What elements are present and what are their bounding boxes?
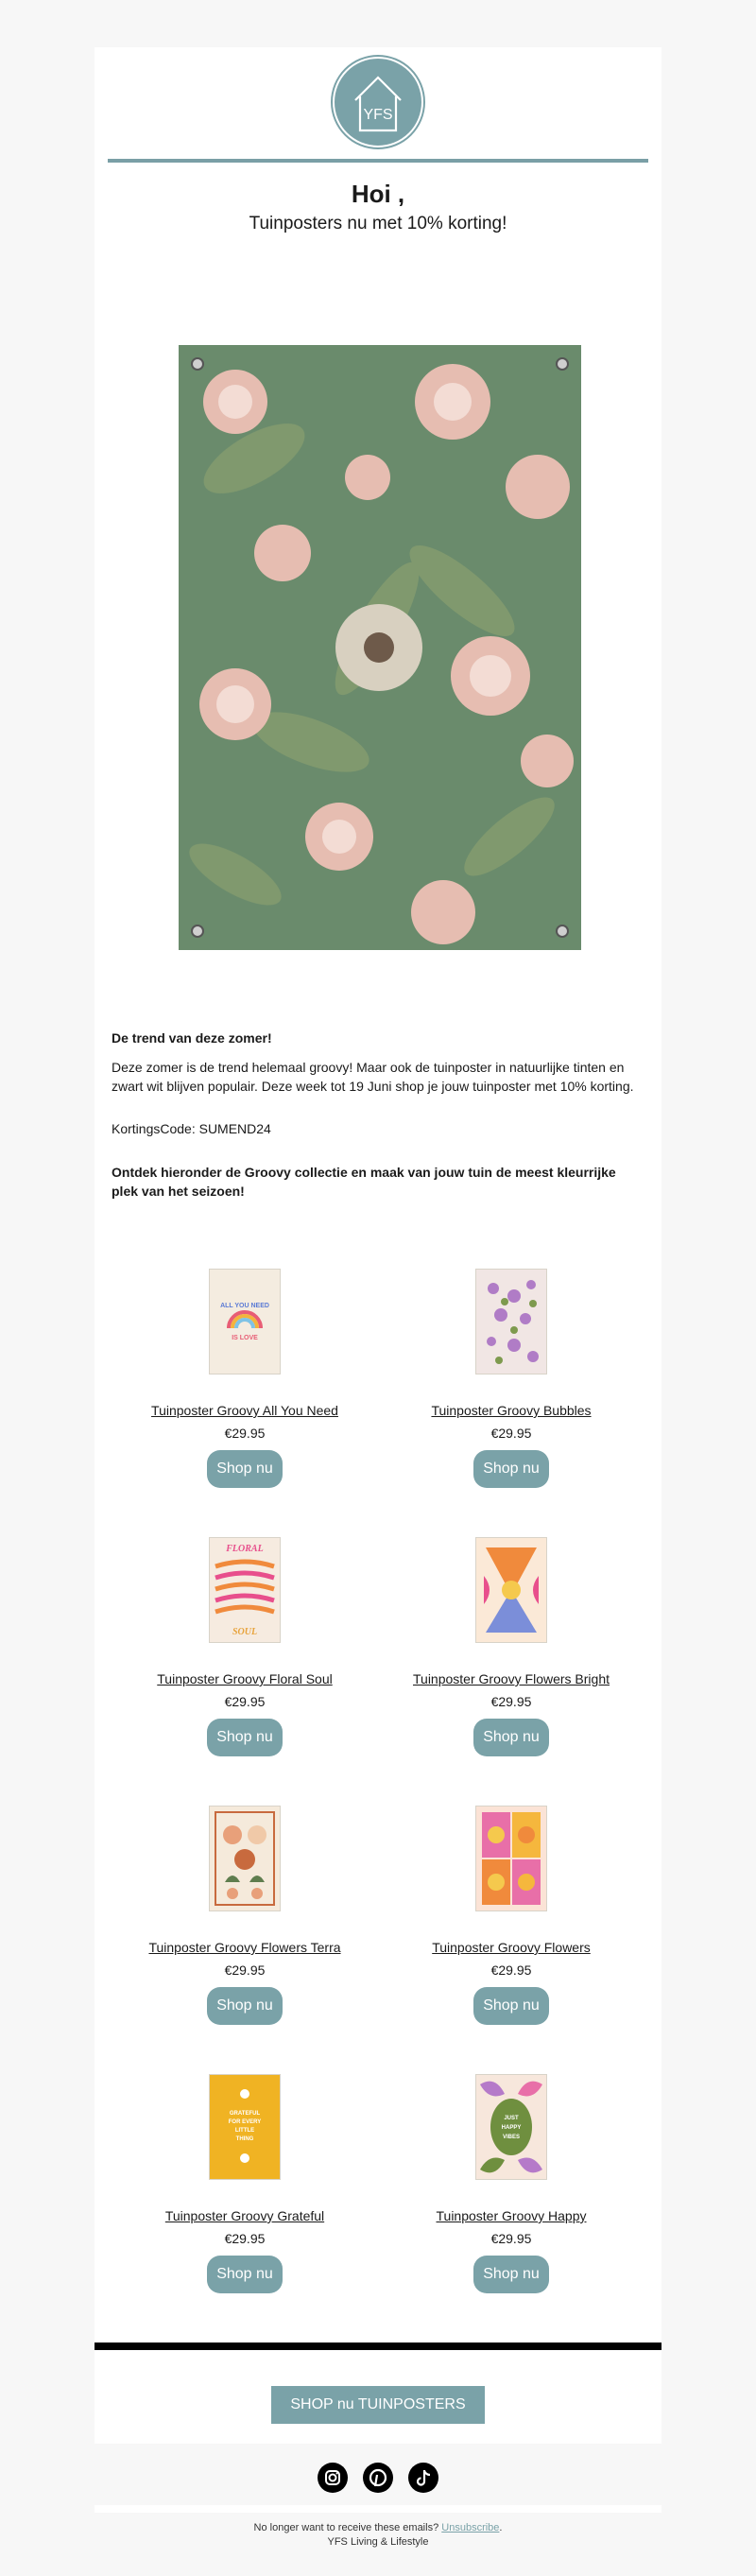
poster-text-line: FLORAL — [226, 1544, 264, 1554]
poster-text-line: JUST — [504, 2116, 519, 2121]
logo-text: YFS — [363, 107, 393, 123]
product-name-link[interactable]: Tuinposter Groovy All You Need — [151, 1403, 338, 1418]
product-name-link[interactable]: Tuinposter Groovy Happy — [436, 2208, 587, 2223]
shop-now-button[interactable]: Shop nu — [473, 2256, 549, 2293]
product-poster-image[interactable] — [209, 1537, 281, 1643]
greeting: Hoi , — [351, 180, 405, 208]
product-name-link[interactable]: Tuinposter Groovy Floral Soul — [157, 1671, 333, 1686]
product-price: €29.95 — [490, 1694, 532, 1709]
company-name: YFS Living & Lifestyle — [327, 2536, 429, 2548]
intro-body: Deze zomer is de trend helemaal groovy! Maar ook de tuinposter in natuurlijke tinten en zwart wit blijven populair. Deze week tot 19 Juni shop je jouw tuinposter met 10% korting. — [112, 1060, 634, 1094]
shop-now-button[interactable]: Shop nu — [207, 1987, 283, 2025]
subtitle: Tuinposters nu met 10% korting! — [249, 214, 507, 233]
product-price: €29.95 — [224, 1694, 266, 1709]
product-price: €29.95 — [490, 1426, 532, 1441]
product-poster-image[interactable] — [475, 1806, 547, 1911]
header-divider — [108, 159, 648, 163]
poster-text-line: SOUL — [232, 1627, 258, 1637]
floral-garden-poster-image — [179, 345, 581, 950]
tiktok-icon[interactable] — [408, 2463, 438, 2493]
poster-text-line: HAPPY — [501, 2125, 522, 2131]
discount-code: KortingsCode: SUMEND24 — [112, 1121, 271, 1136]
unsubscribe-link[interactable]: Unsubscribe — [441, 2522, 500, 2533]
shop-now-button[interactable]: Shop nu — [473, 1450, 549, 1488]
product-poster-image[interactable] — [475, 2074, 547, 2180]
product-name-link[interactable]: Tuinposter Groovy Flowers Bright — [413, 1671, 610, 1686]
product-card — [378, 2074, 644, 2293]
product-name-link[interactable]: Tuinposter Groovy Grateful — [164, 2208, 325, 2223]
product-name-link[interactable]: Tuinposter Groovy Flowers Terra — [148, 1940, 341, 1955]
unsubscribe-prefix: No longer want to receive these emails? — [253, 2522, 439, 2533]
product-card — [378, 1537, 644, 1756]
product-price: €29.95 — [224, 1962, 266, 1978]
product-name-link[interactable]: Tuinposter Groovy Flowers — [432, 1940, 591, 1955]
product-poster-image[interactable] — [475, 1537, 547, 1643]
house-logo-icon — [331, 55, 425, 149]
product-poster-image[interactable] — [209, 2074, 281, 2180]
product-card — [112, 1806, 378, 2025]
product-poster-image[interactable] — [475, 1269, 547, 1374]
shop-tuinposters-button[interactable]: SHOP nu TUINPOSTERS — [271, 2386, 485, 2424]
product-poster-image[interactable] — [209, 1269, 281, 1374]
poster-text-line: FOR EVERY — [228, 2119, 262, 2125]
unsubscribe-line: No longer want to receive these emails? Unsubscribe. — [253, 2522, 503, 2533]
intro-heading: De trend van deze zomer! — [112, 1030, 272, 1046]
pinterest-icon[interactable] — [363, 2463, 393, 2493]
poster-text-line: THING — [235, 2136, 254, 2142]
footer-bar — [94, 2505, 662, 2513]
section-divider — [94, 2343, 662, 2350]
social-links — [318, 2463, 438, 2493]
product-card — [378, 1806, 644, 2025]
product-card — [112, 1269, 378, 1488]
shop-now-button[interactable]: Shop nu — [473, 1719, 549, 1756]
poster-text-line: IS LOVE — [232, 1335, 258, 1341]
shop-now-button[interactable]: Shop nu — [207, 2256, 283, 2293]
instagram-icon[interactable] — [318, 2463, 348, 2493]
shop-now-button[interactable]: Shop nu — [473, 1987, 549, 2025]
poster-text-line: VIBES — [502, 2135, 521, 2140]
product-card — [112, 2074, 378, 2293]
product-name-link[interactable]: Tuinposter Groovy Bubbles — [431, 1403, 592, 1418]
product-price: €29.95 — [490, 2231, 532, 2246]
product-poster-image[interactable] — [209, 1806, 281, 1911]
brand-logo[interactable] — [331, 55, 425, 149]
product-price: €29.95 — [490, 1962, 532, 1978]
hero-image[interactable] — [179, 345, 581, 950]
product-price: €29.95 — [224, 1426, 266, 1441]
product-card — [112, 1537, 378, 1756]
poster-text-line: LITTLE — [234, 2128, 255, 2134]
shop-now-button[interactable]: Shop nu — [207, 1719, 283, 1756]
product-price: €29.95 — [224, 2231, 266, 2246]
product-card — [378, 1269, 644, 1488]
shop-now-button[interactable]: Shop nu — [207, 1450, 283, 1488]
poster-text-line: ALL YOU NEED — [220, 1303, 269, 1309]
poster-text-line: GRATEFUL — [229, 2111, 261, 2117]
collection-cta-text: Ontdek hieronder de Groovy collectie en maak van jouw tuin de meest kleurrijke plek van het seizoen! — [112, 1165, 616, 1199]
